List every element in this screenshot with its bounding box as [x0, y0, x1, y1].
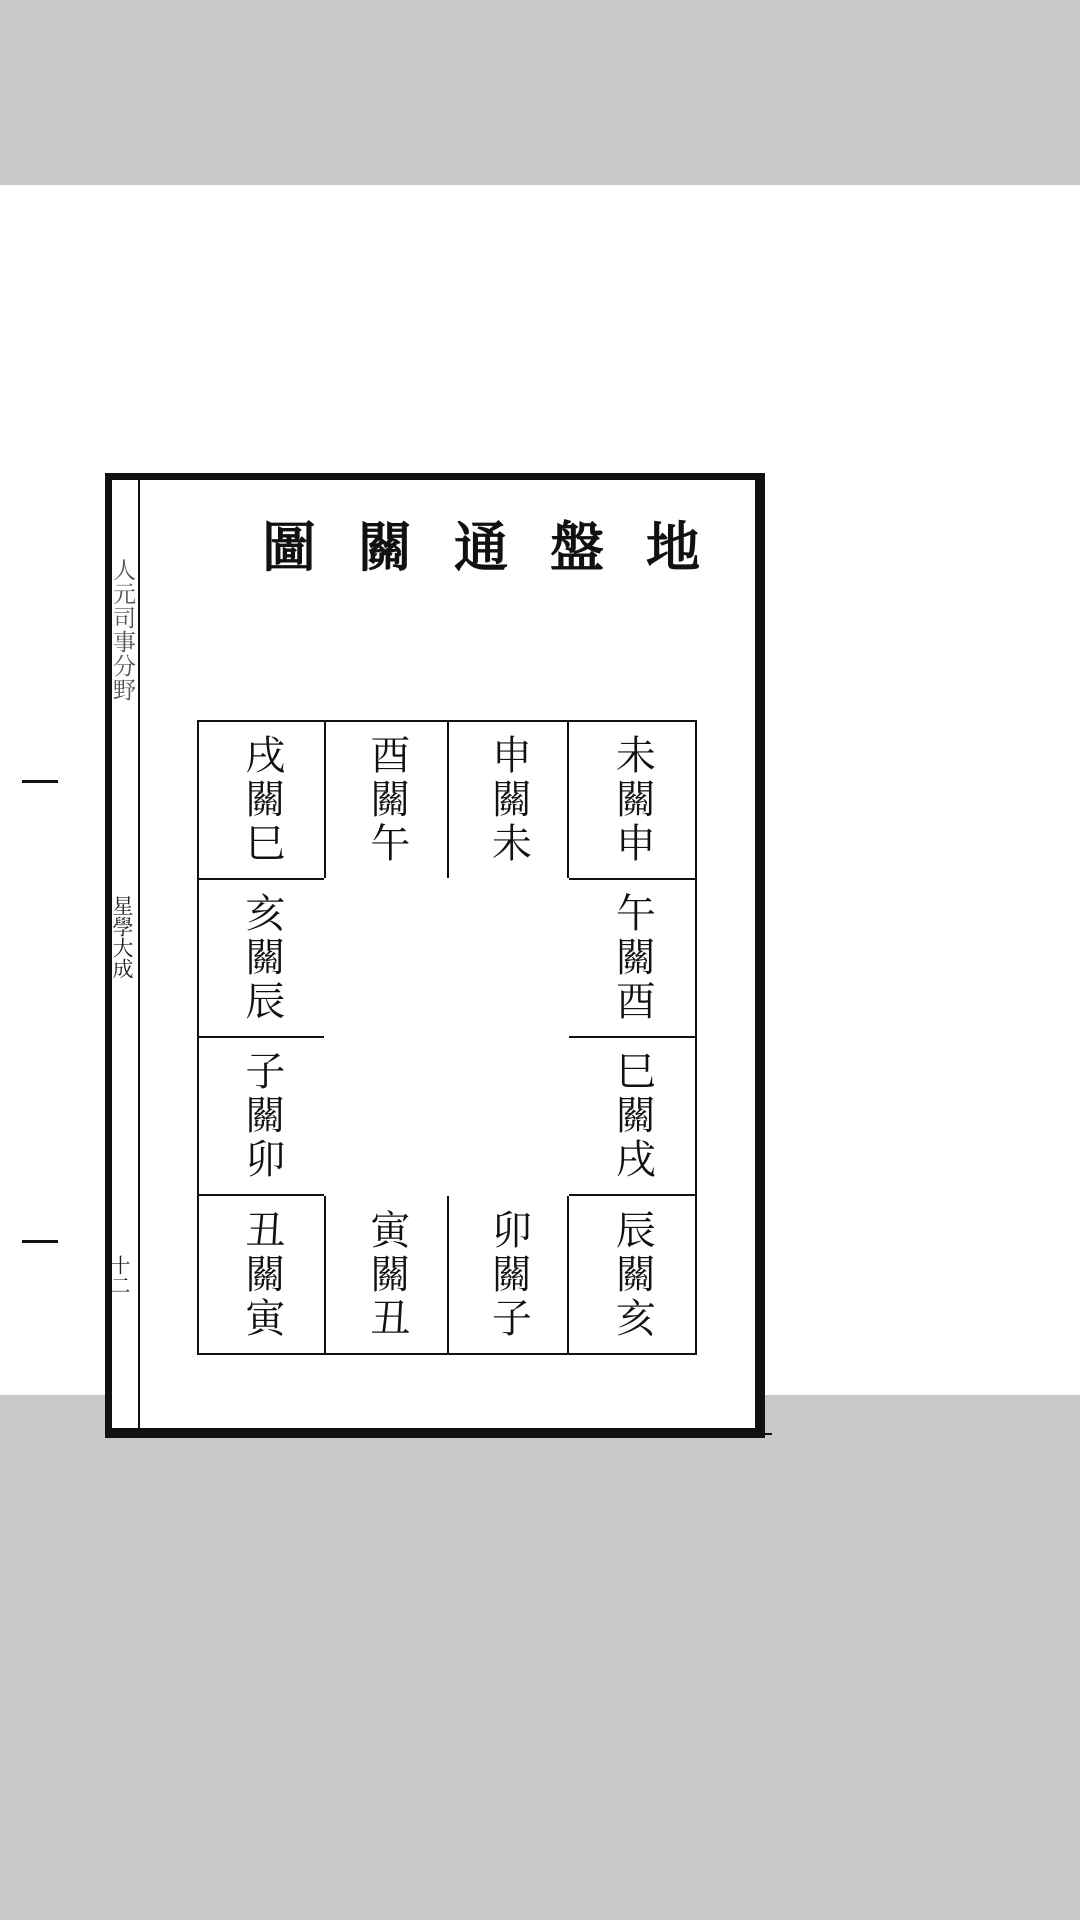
diagram-cell-left-2 [197, 1036, 326, 1196]
margin-rule-bottom [22, 1240, 58, 1243]
diagram-cell-label: 亥關辰 [238, 892, 285, 1024]
diagram-cell-label: 午關酉 [609, 892, 656, 1024]
title-char-2: 盤 [550, 515, 604, 579]
diagram-cell-label: 子關卯 [238, 1050, 285, 1182]
title-char-1: 地 [646, 515, 700, 579]
diagram-center-blank [324, 878, 569, 1196]
title-char-3: 通 [454, 515, 508, 579]
diagram-cell-label: 巳關戌 [609, 1050, 656, 1182]
title-char-5: 圖 [262, 515, 316, 579]
diagram-cell-bottom-3 [324, 1194, 449, 1355]
diagram-cell-bottom-2 [447, 1194, 569, 1355]
margin-page-number: 十二 [107, 1255, 131, 1295]
diagram-cell-label: 未關申 [609, 734, 656, 866]
diagram-cell-bottom-1 [567, 1194, 697, 1355]
diagram-cell-label: 申關未 [485, 734, 532, 866]
diagram-cell-top-1 [567, 720, 697, 880]
margin-book-title: 星學大成 [110, 895, 134, 979]
page-sheet [0, 185, 1080, 1395]
ring-diagram [197, 720, 697, 1355]
woodblock-print-frame [105, 473, 765, 1438]
diagram-cell-label: 酉關午 [363, 734, 410, 866]
diagram-cell-label: 丑關寅 [238, 1208, 285, 1341]
margin-rule-top [22, 780, 58, 783]
diagram-cell-top-2 [447, 720, 569, 880]
diagram-cell-top-4 [197, 720, 326, 880]
diagram-cell-left-1 [197, 878, 326, 1038]
diagram-cell-label: 辰關亥 [609, 1208, 656, 1341]
diagram-cell-bottom-4 [197, 1194, 326, 1355]
diagram-cell-label: 卯關子 [485, 1208, 532, 1341]
diagram-cell-label: 寅關丑 [363, 1208, 410, 1341]
margin-top-text: 人元司事分野 [109, 558, 135, 702]
diagram-cell-top-3 [324, 720, 449, 880]
diagram-cell-right-1 [567, 878, 697, 1038]
title-char-4: 關 [358, 515, 412, 579]
page-title [180, 502, 700, 592]
book-fold-margin [107, 480, 138, 1435]
diagram-cell-label: 戌關巳 [238, 734, 285, 866]
diagram-cell-right-2 [567, 1036, 697, 1196]
